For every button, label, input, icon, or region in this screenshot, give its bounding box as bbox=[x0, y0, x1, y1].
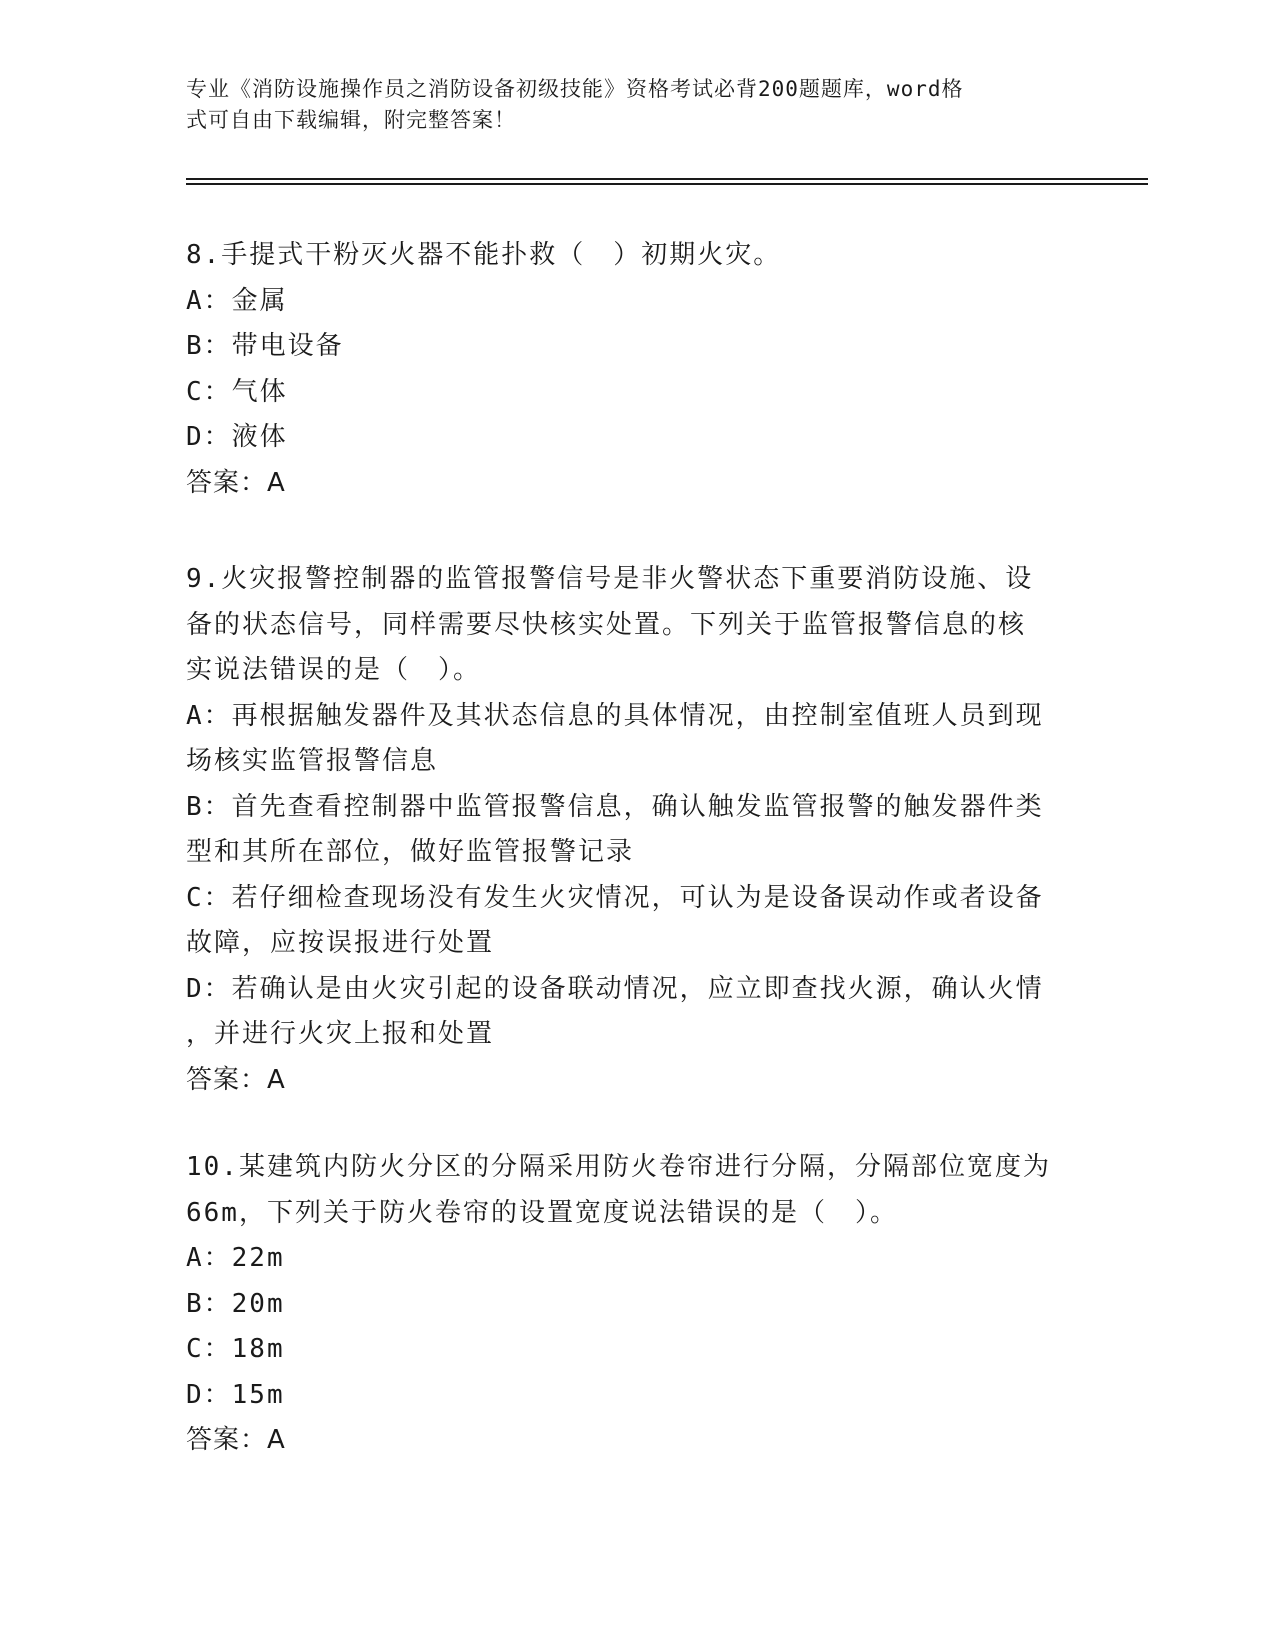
question-9 bbox=[186, 557, 1086, 1103]
option-b-continued: 型和其所在部位，做好监管报警记录 bbox=[186, 837, 635, 867]
option-a: A：金属 bbox=[186, 285, 288, 316]
option-b: B：20m bbox=[186, 1288, 285, 1319]
option-a-continued: 场核实监管报警信息 bbox=[186, 746, 439, 776]
answer: 答案：A bbox=[186, 1064, 286, 1095]
answer: 答案：A bbox=[186, 467, 286, 498]
option-c: C：18m bbox=[186, 1334, 285, 1364]
document-header bbox=[186, 74, 1086, 136]
option-b: B：首先查看控制器中监管报警信息，确认触发监管报警的触发器件类 bbox=[186, 791, 1044, 822]
question-stem-line: 实说法错误的是（ ）。 bbox=[186, 655, 482, 685]
question-10 bbox=[186, 1145, 1086, 1464]
option-a: A：再根据触发器件及其状态信息的具体情况，由控制室值班人员到现 bbox=[186, 700, 1044, 731]
question-stem-line: 备的状态信号，同样需要尽快核实处置。下列关于监管报警信息的核 bbox=[186, 609, 1027, 640]
header-rule-top bbox=[186, 178, 1148, 180]
question-stem-line: 66m，下列关于防火卷帘的设置宽度说法错误的是（ ）。 bbox=[186, 1197, 898, 1228]
option-c-continued: 故障，应按误报进行处置 bbox=[186, 928, 495, 958]
option-a: A：22m bbox=[186, 1243, 285, 1273]
option-b: B：带电设备 bbox=[186, 331, 344, 361]
header-line-2: 式可自由下载编辑，附完整答案！ bbox=[186, 108, 516, 132]
header-rule-bottom bbox=[186, 183, 1148, 185]
option-c: C：气体 bbox=[186, 376, 288, 407]
answer: 答案：A bbox=[186, 1425, 286, 1455]
question-stem-line: 8.手提式干粉灭火器不能扑救（ ）初期火灾。 bbox=[186, 240, 782, 270]
option-d: D：液体 bbox=[186, 422, 288, 452]
question-8 bbox=[186, 233, 1086, 506]
header-line-1: 专业《消防设施操作员之消防设备初级技能》资格考试必背200题题库，word格 bbox=[186, 77, 964, 101]
option-c: C：若仔细检查现场没有发生火灾情况，可认为是设备误动作或者设备 bbox=[186, 882, 1044, 913]
option-d-continued: ，并进行火灾上报和处置 bbox=[186, 1019, 495, 1049]
question-stem-line: 10.某建筑内防火分区的分隔采用防火卷帘进行分隔，分隔部位宽度为 bbox=[186, 1152, 1051, 1182]
question-stem-line: 9.火灾报警控制器的监管报警信号是非火警状态下重要消防设施、设 bbox=[186, 564, 1034, 594]
option-d: D：若确认是由火灾引起的设备联动情况，应立即查找火源，确认火情 bbox=[186, 973, 1044, 1004]
option-d: D：15m bbox=[186, 1379, 285, 1410]
